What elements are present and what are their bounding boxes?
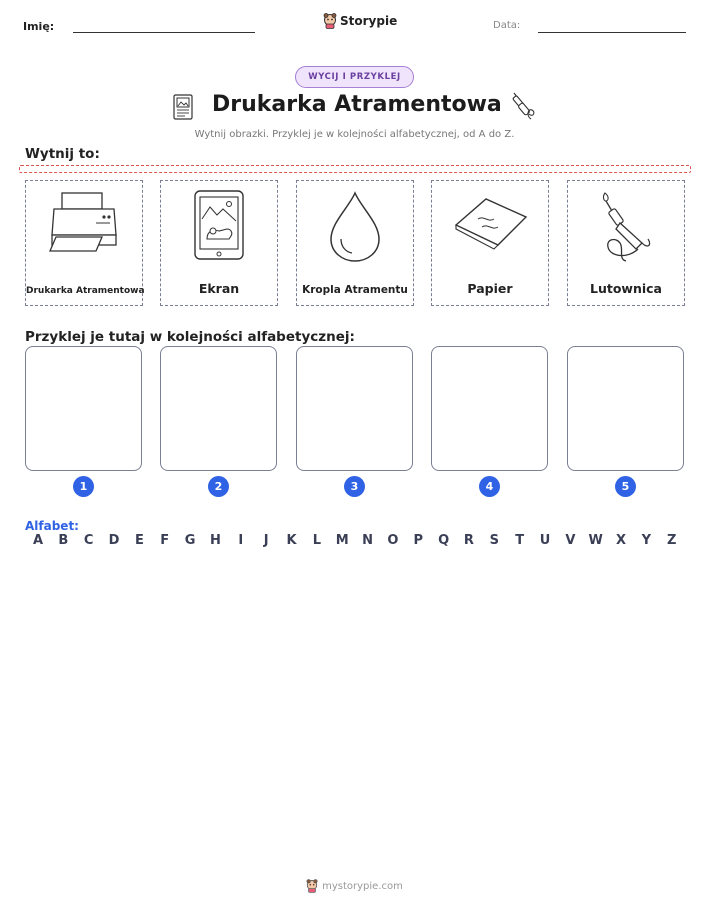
- alphabet-letter: P: [413, 533, 424, 548]
- paste-box-1[interactable]: [25, 346, 142, 471]
- paste-heading: Przyklej je tutaj w kolejności alfabetycznej:: [25, 329, 355, 345]
- title-row: [0, 90, 709, 126]
- alphabet-letter: J: [263, 533, 269, 548]
- name-label: Imię:: [23, 20, 55, 33]
- brand-logo: [323, 13, 397, 29]
- cut-card-soldering-iron[interactable]: [567, 180, 685, 306]
- cut-card-label: Lutownica: [589, 281, 662, 296]
- brand-name: Storypie: [340, 14, 398, 28]
- cut-card-label: Kropla Atramentu: [302, 284, 408, 296]
- alphabet-row: [25, 533, 685, 551]
- paste-box-3[interactable]: [296, 346, 413, 471]
- alphabet-letter: L: [312, 533, 321, 548]
- alphabet-letter: T: [515, 533, 525, 548]
- paste-box-5[interactable]: [567, 346, 684, 471]
- cut-line: [19, 165, 691, 173]
- alphabet-letter: N: [362, 533, 373, 548]
- alphabet-letter: U: [539, 533, 551, 548]
- alphabet-label: Alfabet:: [25, 519, 79, 533]
- alphabet-letter: D: [108, 533, 120, 548]
- cut-card-label: Drukarka Atramentowa: [26, 286, 145, 296]
- number-badge: 5: [615, 476, 636, 497]
- alphabet-letter: R: [463, 533, 474, 548]
- alphabet-letter: B: [58, 533, 69, 548]
- date-label: Data:: [493, 20, 521, 31]
- cut-card-label: Papier: [467, 281, 513, 296]
- paste-box-4[interactable]: [431, 346, 548, 471]
- alphabet-letter: V: [565, 533, 576, 548]
- alphabet-letter: G: [184, 533, 196, 548]
- storypie-mascot-icon: [306, 879, 318, 893]
- cut-card-ink-drop[interactable]: [296, 180, 414, 306]
- alphabet-letter: A: [32, 533, 44, 548]
- alphabet-letter: H: [209, 533, 221, 548]
- alphabet-letter: E: [134, 533, 144, 548]
- storypie-mascot-icon: [323, 13, 337, 29]
- alphabet-letter: W: [588, 533, 603, 548]
- cut-card-label: Ekran: [198, 281, 240, 296]
- number-badge: 4: [479, 476, 500, 497]
- instructions: Wytnij obrazki. Przyklej je w kolejności alfabetycznej, od A do Z.: [194, 129, 515, 140]
- footer: [0, 879, 709, 893]
- alphabet-letter: S: [489, 533, 499, 548]
- paste-box-2[interactable]: [160, 346, 277, 471]
- number-badge: 2: [208, 476, 229, 497]
- date-field-line[interactable]: [538, 32, 686, 33]
- alphabet-letter: C: [83, 533, 94, 548]
- page-title: Drukarka Atramentowa: [212, 92, 502, 117]
- alphabet-letter: M: [335, 533, 349, 548]
- activity-badge: WYCIJ I PRZYKLEJ: [295, 66, 414, 88]
- cut-card-screen[interactable]: [160, 180, 278, 306]
- alphabet-letter: Z: [667, 533, 677, 548]
- soldering-iron-small-icon: [510, 90, 538, 122]
- number-badge: 3: [344, 476, 365, 497]
- paper-icon: [432, 187, 548, 277]
- name-field-line[interactable]: [73, 32, 255, 33]
- alphabet-letter: F: [160, 533, 170, 548]
- footer-url: mystorypie.com: [322, 880, 403, 892]
- soldering-iron-icon: [568, 187, 684, 277]
- alphabet-letter: Y: [641, 533, 652, 548]
- tablet-screen-icon: [161, 187, 277, 277]
- printer-sheet-icon: [172, 93, 194, 121]
- alphabet-letter: O: [387, 533, 399, 548]
- alphabet-letter: K: [286, 533, 297, 548]
- alphabet-letter: I: [238, 533, 244, 548]
- cut-card-paper[interactable]: [431, 180, 549, 306]
- number-badge: 1: [73, 476, 94, 497]
- ink-drop-icon: [297, 187, 413, 277]
- cut-heading: Wytnij to:: [25, 146, 100, 162]
- alphabet-letter: Q: [438, 533, 450, 548]
- cut-card-printer[interactable]: [25, 180, 143, 306]
- printer-icon: [26, 187, 142, 277]
- alphabet-letter: X: [616, 533, 627, 548]
